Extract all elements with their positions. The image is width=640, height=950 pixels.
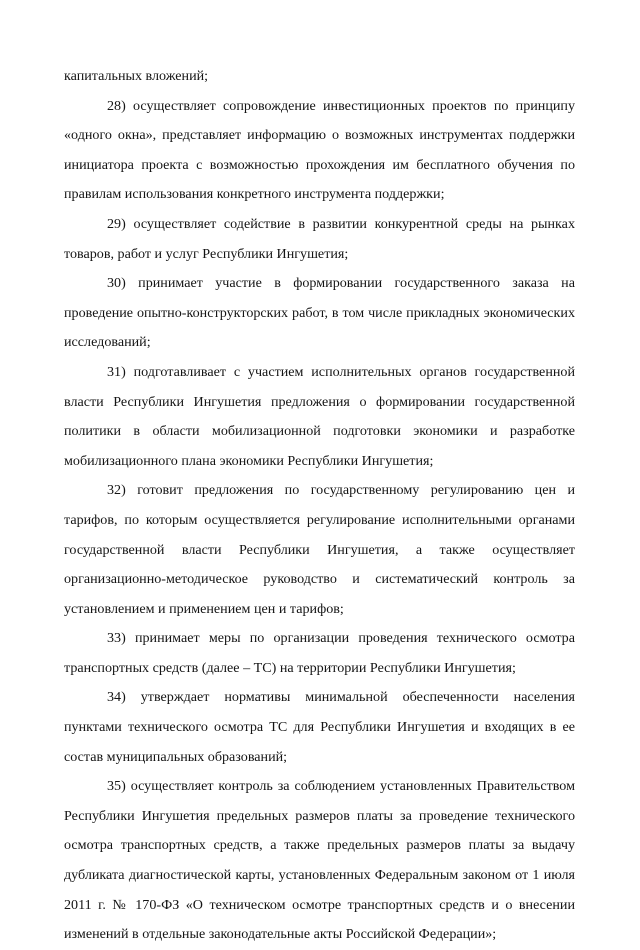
text-line: инициатора проекта с возможностью прохождения им бесплатного обучения по [64, 156, 575, 173]
text-line: капитальных вложений; [64, 68, 209, 84]
text-line: «одного окна», представляет информацию о возможных инструментах поддержки [64, 127, 575, 144]
text-line: политики в области мобилизационной подготовки экономики и разработке [64, 423, 575, 440]
text-line: 29) осуществляет содействие в развитии конкурентной среды на рынках [107, 215, 575, 232]
text-line: 34) утверждает нормативы минимальной обеспеченности населения [107, 689, 575, 706]
text-line: состав муниципальных образований; [64, 748, 288, 765]
text-line: 32) готовит предложения по государственному регулированию цен и [107, 482, 575, 499]
text-line: товаров, работ и услуг Республики Ингушетия; [64, 245, 349, 262]
text-line: осмотра транспортных средств, а также предельных размеров платы за выдачу [64, 837, 575, 854]
text-line: изменений в отдельные законодательные акты Российской Федерации»; [64, 926, 497, 943]
text-line: организационно-методическое руководство и систематический контроль за [64, 571, 575, 588]
text-line: 33) принимает меры по организации проведения технического осмотра [107, 630, 575, 647]
text-line: Республики Ингушетия предельных размеров платы за проведение технического [64, 807, 575, 824]
text-line: правилам использования конкретного инструмента поддержки; [64, 186, 445, 203]
text-line: 31) подготавливает с участием исполнительных органов государственной [107, 363, 575, 380]
text-line: 2011 г. № 170-ФЗ «О техническом осмотре транспортных средств и о внесении [64, 896, 575, 913]
text-line: дубликата диагностической карты, установленных Федеральным законом от 1 июля [64, 867, 575, 884]
text-line: тарифов, по которым осуществляется регулирование исполнительными органами [64, 511, 575, 528]
text-line: проведение опытно-конструкторских работ, в том числе прикладных экономических [64, 304, 575, 321]
document-page [64, 62, 575, 950]
text-line: транспортных средств (далее – ТС) на территории Республики Ингушетия; [64, 659, 516, 676]
text-line: исследований; [64, 334, 151, 351]
text-line: установлением и применением цен и тарифов; [64, 600, 344, 617]
text-line: 35) осуществляет контроль за соблюдением установленных Правительством [107, 778, 575, 795]
text-line: 30) принимает участие в формировании государственного заказа на [107, 275, 575, 292]
text-line: мобилизационного плана экономики Республики Ингушетия; [64, 452, 434, 469]
text-line: власти Республики Ингушетия предложения о формировании государственной [64, 393, 575, 410]
text-line: государственной власти Республики Ингушетия, а также осуществляет [64, 541, 575, 558]
text-line: 28) осуществляет сопровождение инвестиционных проектов по принципу [107, 97, 575, 114]
text-line: пунктами технического осмотра ТС для Республики Ингушетия и входящих в ее [64, 719, 575, 736]
